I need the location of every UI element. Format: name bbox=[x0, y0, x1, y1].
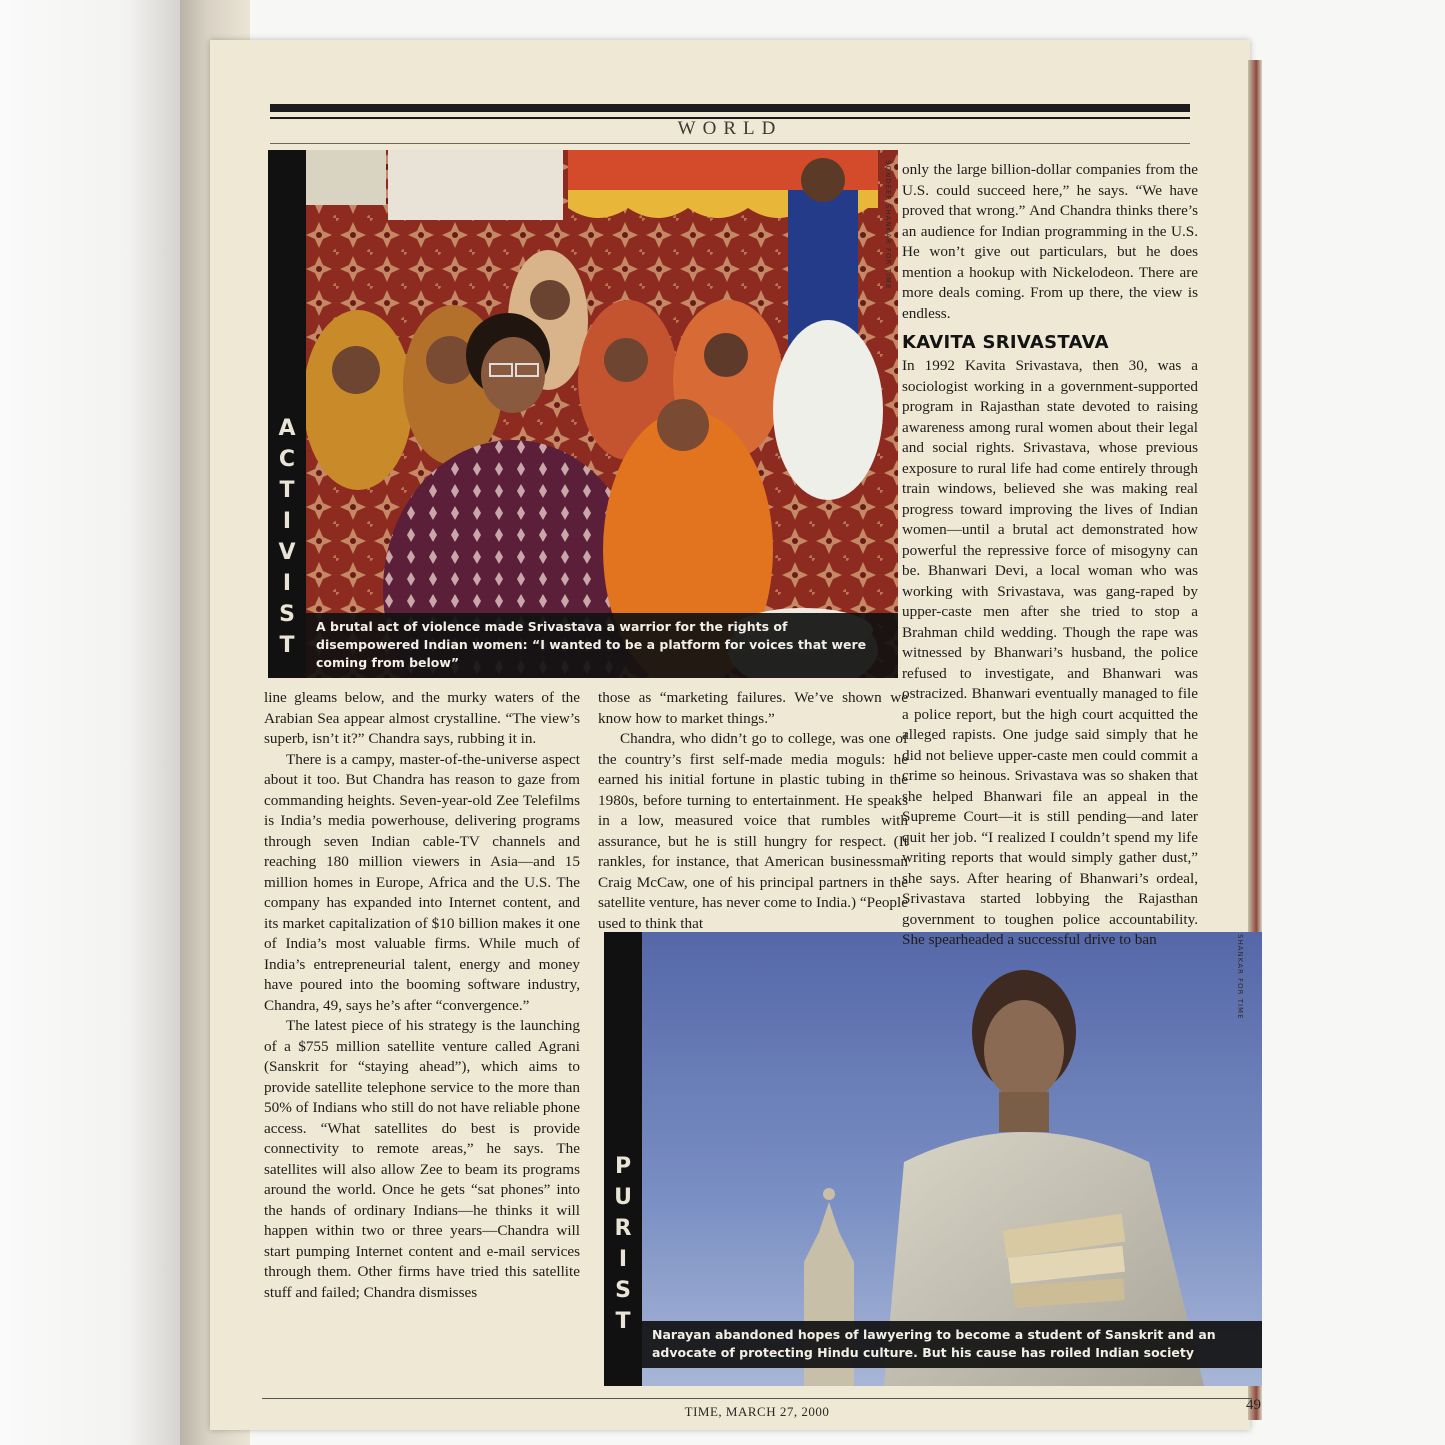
issue-footer: TIME, MARCH 27, 2000 bbox=[684, 1404, 830, 1419]
activist-photo-credit: SONDEEP SHANKAR FOR TIME bbox=[884, 160, 892, 290]
footer-rule bbox=[262, 1398, 1252, 1399]
purist-caption: Narayan abandoned hopes of lawyering to become a student of Sanskrit and an advocate of protecting Hindu culture. But his cause has roiled Indian society bbox=[642, 1321, 1262, 1368]
activist-photo-image bbox=[268, 150, 898, 678]
paragraph: those as “marketing failures. We’ve shown we know how to market things.” bbox=[598, 689, 908, 727]
header-rule-thick bbox=[270, 104, 1190, 112]
purist-label bbox=[604, 932, 642, 1386]
purist-photo bbox=[604, 932, 1262, 1386]
paragraph: Chandra, who didn’t go to college, was one of the country’s first self-made media moguls: he earned his initial fortune in plastic tubing in the 1980s, before turning to entertainment. He speaks in a low, measured voice that rumbles with assurance, but he is still hungry for respect. (It rankles, for instance, that American businessman Craig McCaw, one of his principal partners in the satellite venture, has never come to India.) “People used to think that bbox=[598, 730, 908, 932]
activist-photo bbox=[268, 150, 898, 678]
activist-label-text: ACTIVIST bbox=[274, 416, 300, 664]
header-rule-under bbox=[270, 143, 1190, 144]
article-column-3 bbox=[902, 160, 1198, 951]
paragraph: only the large billion-dollar companies from the U.S. could succeed here,” he says. “We have proved that wrong.” And Chandra thinks there’s an audience for Indian programming in the U.S. He won’t give out particulars, but he does mention a hookup with Nickelodeon. There are more deals coming. From up there, the view is endless. bbox=[902, 161, 1198, 322]
article-column-2 bbox=[598, 688, 908, 934]
purist-label-text: PURIST bbox=[610, 1154, 636, 1340]
adjacent-page bbox=[0, 0, 180, 1445]
page-number: 49 bbox=[1246, 1397, 1261, 1413]
purist-photo-credit: SHANKAR FOR TIME bbox=[1236, 934, 1244, 1020]
section-label: WORLD bbox=[677, 118, 783, 139]
subhead-kavita-srivastava: KAVITA SRIVASTAVA bbox=[902, 332, 1109, 353]
activist-caption: A brutal act of violence made Srivastava a warrior for the rights of disempowered Indian women: “I wanted to be a platform for voices that were coming from below” bbox=[306, 613, 898, 678]
purist-photo-image bbox=[604, 932, 1262, 1386]
paragraph: line gleams below, and the murky waters of the Arabian Sea appear almost crystalline. “The view’s superb, isn’t it?” Chandra says, rubbing it in. bbox=[264, 689, 580, 747]
activist-label bbox=[268, 150, 306, 678]
paragraph: In 1992 Kavita Srivastava, then 30, was a sociologist working in a government-supported program in Rajasthan state devoted to raising awareness among rural women about their legal and social rights. Srivastava, whose previous exposure to rural life had come entirely through train windows, believed she was making real progress toward improving the lives of Indian women—until a brutal act demonstrated how powerful the repressive force of misogyny can be. Bhanwari Devi, a local woman who was working with Srivastava, was gang-raped by upper-caste men after she tried to stop a Brahman child wedding. Though the rape was witnessed by Bhanwari’s husband, the police refused to investigate, and Bhanwari was ostracized. Bhanwari eventually managed to file a police report, but the high court acquitted the alleged rapists. One judge said simply that he did not believe upper-caste men could commit a crime so heinous. Srivastava was so shaken that she helped Bhanwari file an appeal in the Supreme Court—it is still pending—and later quit her job. “I realized I couldn’t spend my life writing reports that would simply gather dust,” she says. After hearing of Bhanwari’s ordeal, Srivastava started lobbying the Rajasthan government to toughen police accountability. She spearheaded a successful drive to ban bbox=[902, 357, 1198, 948]
paragraph: There is a campy, master-of-the-universe aspect about it too. But Chandra has reason to gaze from commanding heights. Seven-year-old Zee Telefilms is India’s media powerhouse, delivering programs through seven Indian cable-TV channels and reaching 180 million viewers in Asia—and 15 million homes in Europe, Africa and the U.S. The company has expanded into Internet content, and its market capitalization of $10 billion makes it one of India’s most valuable firms. While much of India’s entrepreneurial talent, energy and money have poured into the booming software industry, Chandra, 49, says he’s after “convergence.” bbox=[264, 750, 580, 1014]
paragraph: The latest piece of his strategy is the launching of a $755 million satellite venture called Agrani (Sanskrit for “staying ahead”), which aims to provide satellite telephone service to the more than 50% of Indians who still do not have reliable phone access. “What satellites do best is provide connectivity to remote areas,” he says. The satellites will also allow Zee to beam its programs around the world. Once he gets “sat phones” into the hands of ordinary Indians—he thinks it will happen within two or three years—Chandra will start pumping Internet content and e-mail services through them. Other firms have tried this satellite stuff and failed; Chandra dismisses bbox=[264, 1017, 580, 1301]
article-column-1 bbox=[264, 688, 580, 1303]
